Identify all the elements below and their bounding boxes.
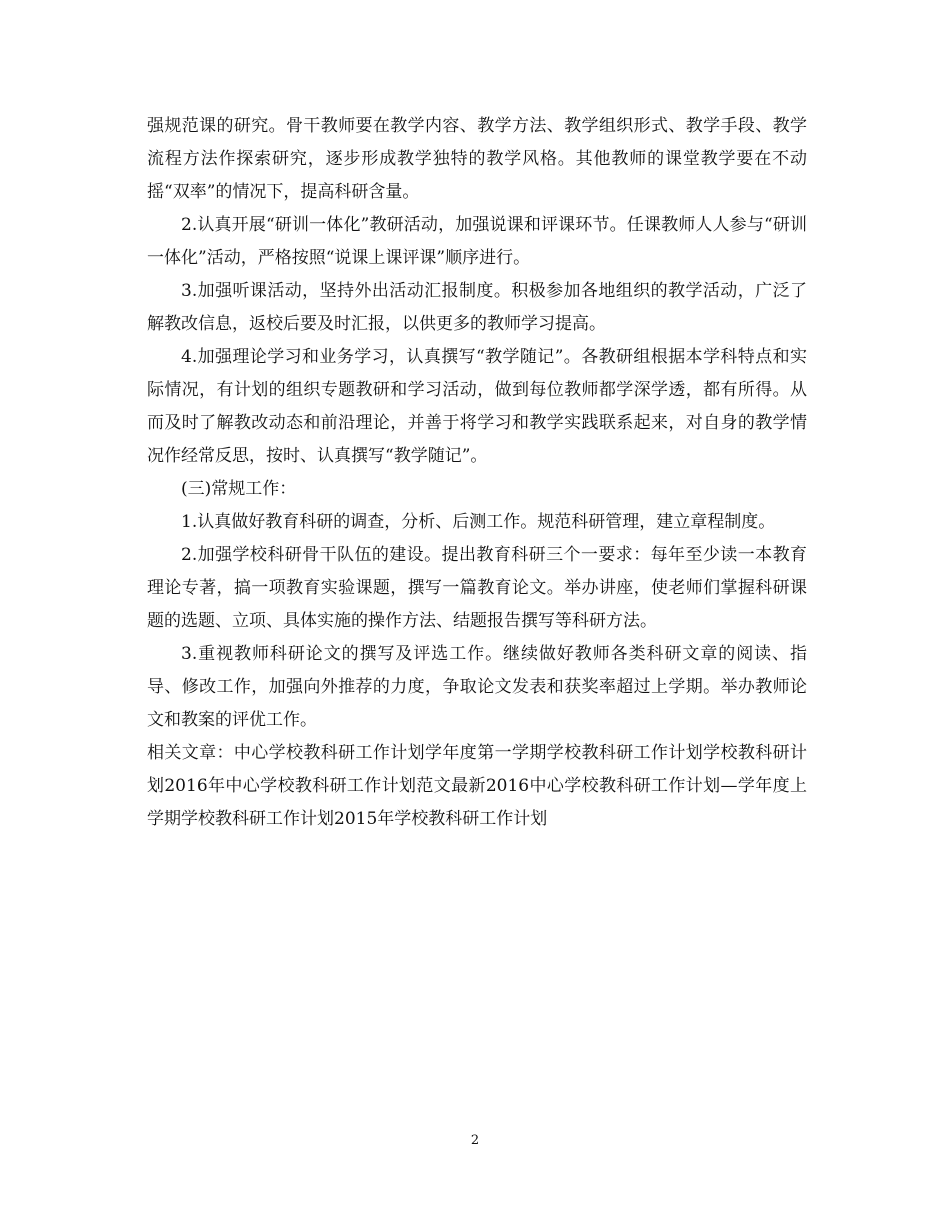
paragraph-routine-3: 3.重视教师科研论文的撰写及评选工作。继续做好教师各类科研文章的阅读、指导、修改工作，加强向外推荐的力度，争取论文发表和获奖率超过上学期。举办教师论文和教案的评优工作。 (147, 644, 807, 730)
paragraph-continuation: 强规范课的研究。骨干教师要在教学内容、教学方法、教学组织形式、教学手段、教学流程方法作探索研究，逐步形成教学独特的教学风格。其他教师的课堂教学要在不动摇“双率”的情况下，提高科研含量。 (147, 116, 807, 202)
paragraph-item-2: 2.认真开展“研训一体化”教研活动，加强说课和评课环节。任课教师人人参与“研训一体化”活动，严格按照“说课上课评课”顺序进行。 (147, 215, 807, 268)
paragraph-item-4: 4.加强理论学习和业务学习，认真撰写“教学随记”。各教研组根据本学科特点和实际情况，有计划的组织专题教研和学习活动，做到每位教师都学深学透，都有所得。从而及时了解教改动态和前沿理论，并善于将学习和教学实践联系起来，对自身的教学情况作经常反思，按时、认真撰写“教学随记”。 (147, 347, 807, 466)
paragraph-routine-2: 2.加强学校科研骨干队伍的建设。提出教育科研三个一要求：每年至少读一本教育理论专著，搞一项教育实验课题，撰写一篇教育论文。举办讲座，使老师们掌握科研课题的选题、立项、具体实施的操作方法、结题报告撰写等科研方法。 (147, 545, 807, 631)
section-heading-routine-work: (三)常规工作： (181, 479, 297, 499)
paragraph-item-3: 3.加强听课活动，坚持外出活动汇报制度。积极参加各地组织的教学活动，广泛了解教改信息，返校后要及时汇报，以供更多的教师学习提高。 (147, 281, 807, 334)
paragraph-routine-1: 1.认真做好教育科研的调查，分析、后测工作。规范科研管理，建立章程制度。 (181, 512, 776, 532)
page-number: 2 (470, 1133, 480, 1148)
related-articles: 相关文章：中心学校教科研工作计划学年度第一学期学校教科研工作计划学校教科研计划2016年中心学校教科研工作计划范文最新2016中心学校教科研工作计划—学年度上学期学校教科研工作计划2015年学校教科研工作计划 (147, 743, 807, 829)
document-body (147, 110, 807, 836)
